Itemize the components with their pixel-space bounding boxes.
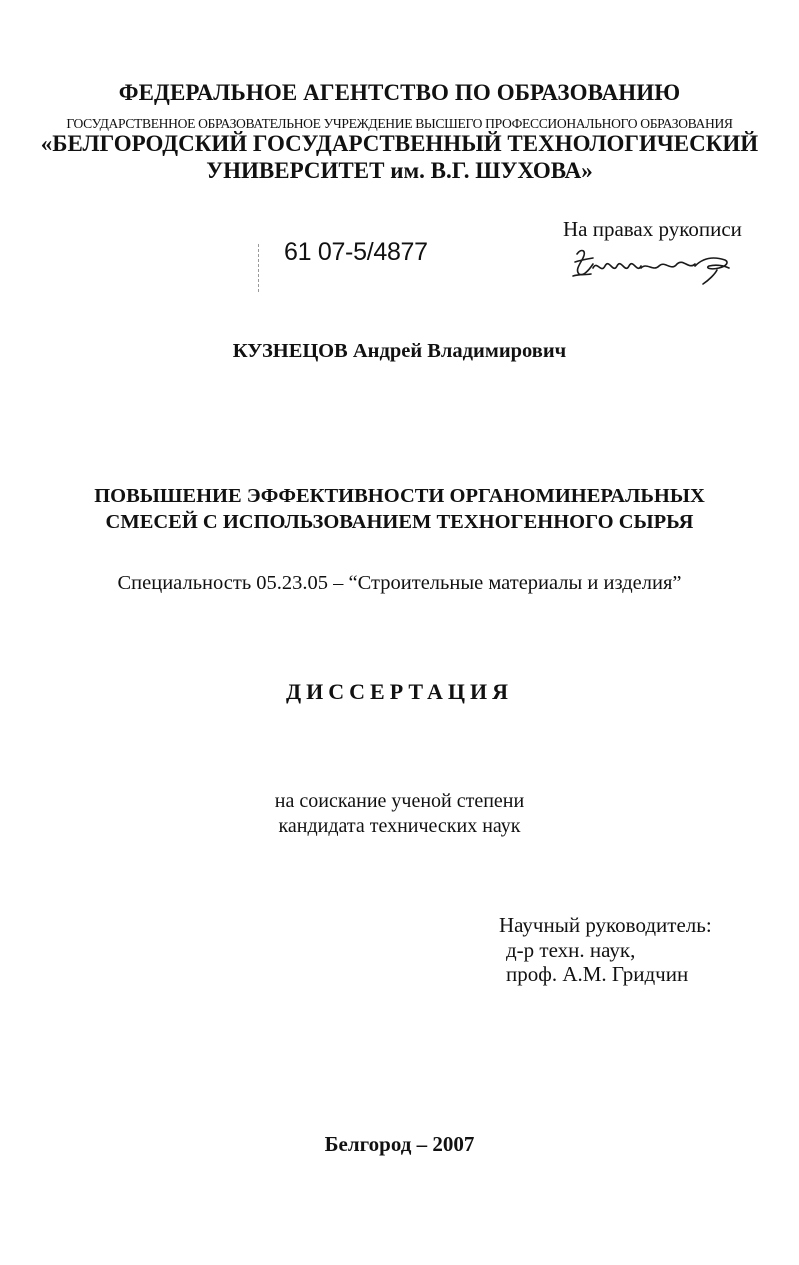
document-type: ДИССЕРТАЦИЯ <box>286 679 513 704</box>
degree-line2: кандидата технических наук <box>278 815 521 837</box>
stamp-mark <box>258 244 260 292</box>
university-name-line1: «БЕЛГОРОДСКИЙ ГОСУДАРСТВЕННЫЙ ТЕХНОЛОГИЧЕСКИЙ <box>40 131 759 156</box>
degree-line1: на соискание ученой степени <box>274 790 525 812</box>
author-name: КУЗНЕЦОВ Андрей Владимирович <box>232 340 567 362</box>
advisor-degree: д-р техн. наук, <box>506 938 636 962</box>
manuscript-rights-note: На правах рукописи <box>563 217 742 241</box>
agency-name: ФЕДЕРАЛЬНОЕ АГЕНТСТВО ПО ОБРАЗОВАНИЮ <box>118 80 681 105</box>
library-stamp-code: 61 07-5/4877 <box>284 238 428 266</box>
city-year: Белгород – 2007 <box>324 1132 475 1156</box>
advisor-label: Научный руководитель: <box>499 913 712 937</box>
university-name-line2: УНИВЕРСИТЕТ им. В.Г. ШУХОВА» <box>206 158 593 183</box>
dissertation-title-line1: ПОВЫШЕНИЕ ЭФФЕКТИВНОСТИ ОРГАНОМИНЕРАЛЬНЫХ <box>94 485 705 507</box>
advisor-name: проф. А.М. Гридчин <box>506 962 689 986</box>
handwritten-signature <box>567 244 737 286</box>
specialty-line: Специальность 05.23.05 – “Строительные материалы и изделия” <box>117 572 682 594</box>
dissertation-title-line2: СМЕСЕЙ С ИСПОЛЬЗОВАНИЕМ ТЕХНОГЕННОГО СЫРЬЯ <box>105 511 694 533</box>
institution-type: ГОСУДАРСТВЕННОЕ ОБРАЗОВАТЕЛЬНОЕ УЧРЕЖДЕНИЕ ВЫСШЕГО ПРОФЕССИОНАЛЬНОГО ОБРАЗОВАНИЯ <box>66 116 733 131</box>
